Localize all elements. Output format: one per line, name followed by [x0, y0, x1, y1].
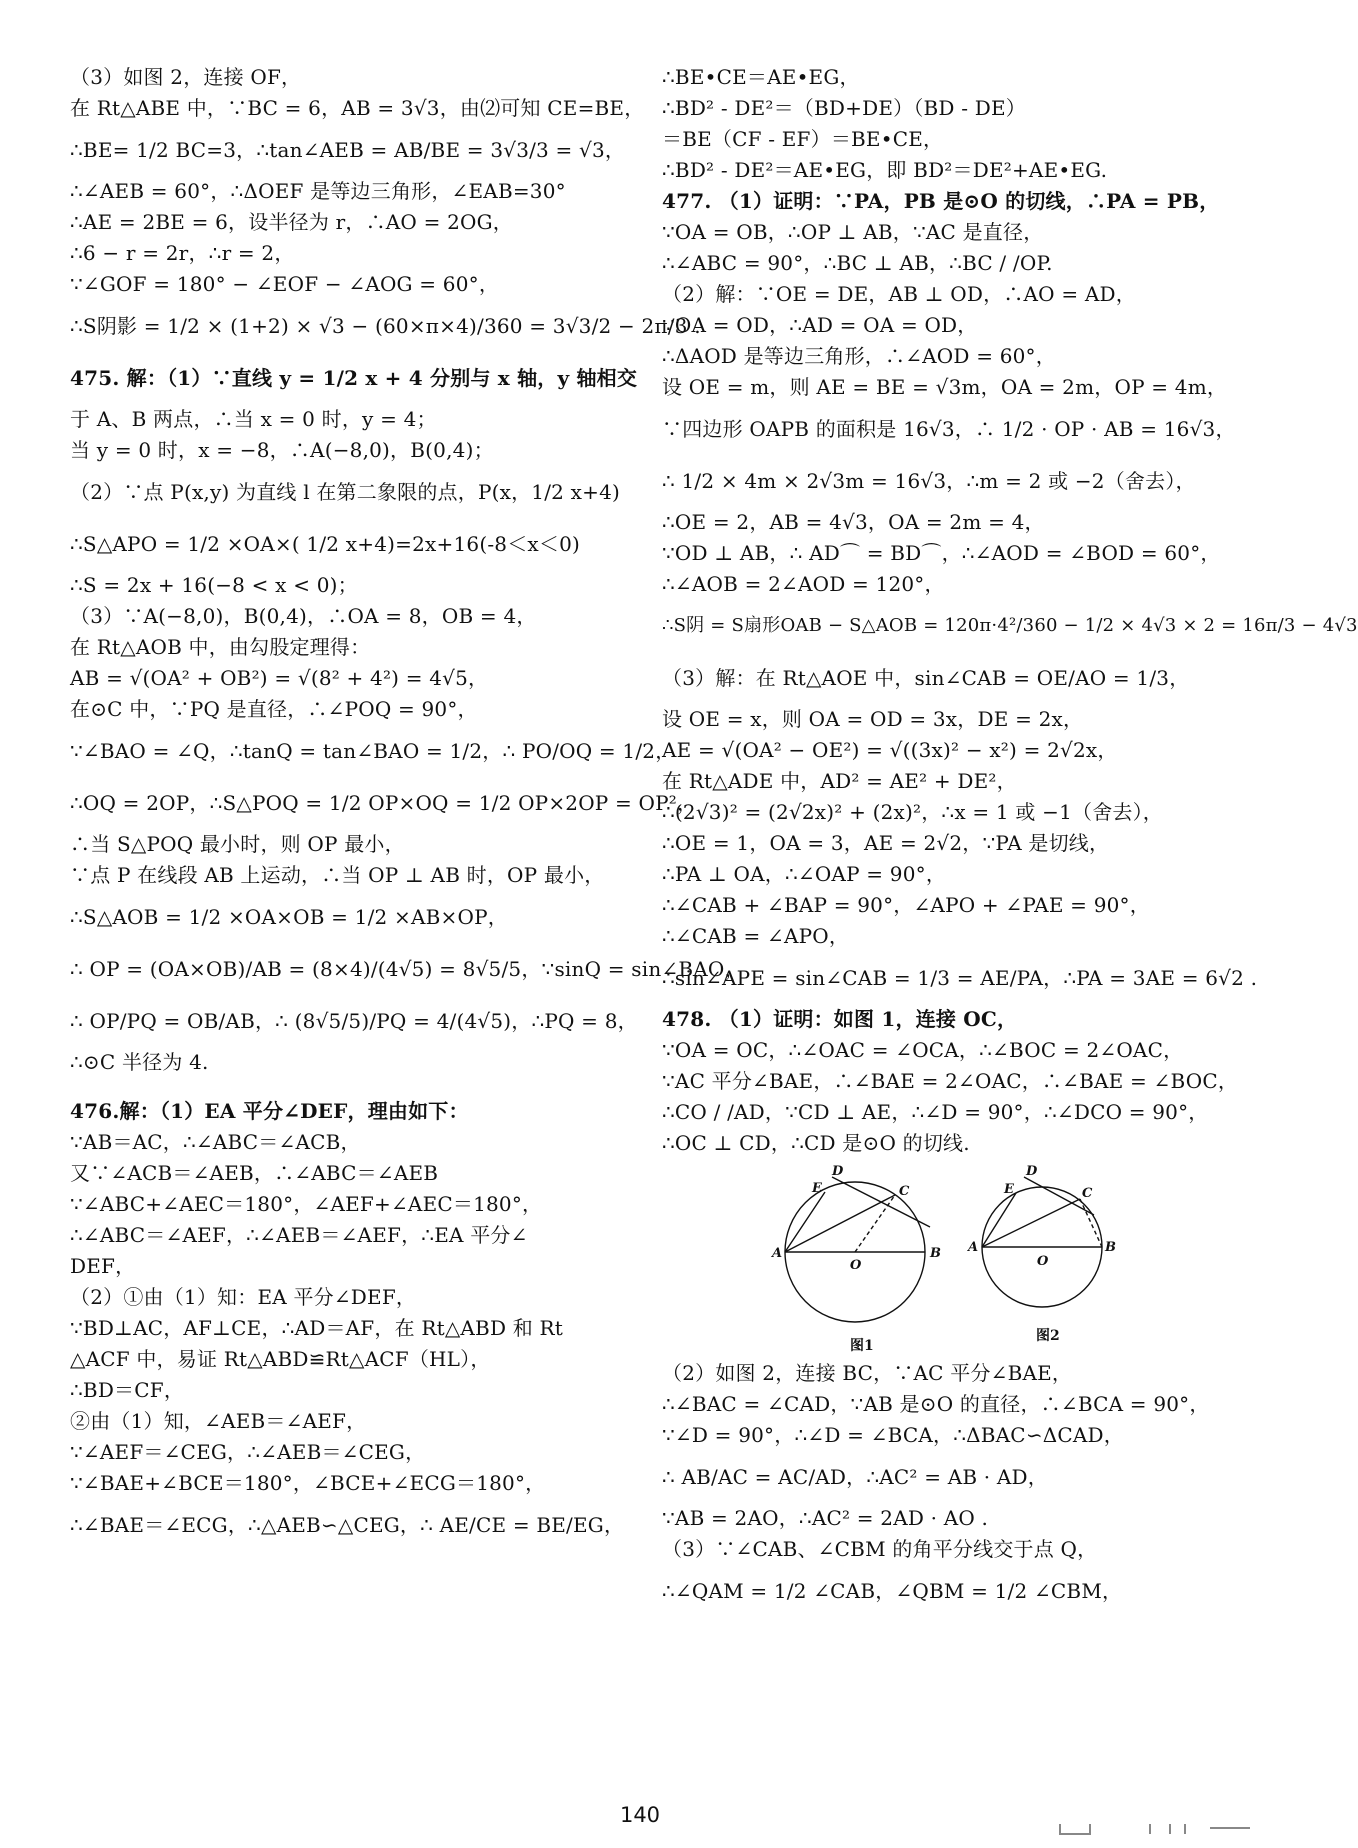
point-label-e: E — [1004, 1182, 1014, 1197]
text-line: 在⊙C 中，∵PQ 是直径，∴∠POQ = 90°， — [70, 697, 478, 721]
segment-ac — [785, 1195, 895, 1252]
text-line: ∴∠QAM = 1/2 ∠CAB，∠QBM = 1/2 ∠CBM， — [662, 1579, 1123, 1603]
text-line: ∴∠BAE＝∠ECG，∴△AEB∽△CEG，∴ AE/CE = BE/EG， — [70, 1513, 625, 1537]
text-line: ∴ OP/PQ = OB/AB，∴ (8√5/5)/PQ = 4/(4√5)，∴PQ = 8， — [70, 1009, 638, 1033]
figure-1-caption: 图1 — [850, 1338, 874, 1354]
question-heading: 476.解：（1）EA 平分∠DEF，理由如下： — [70, 1099, 469, 1123]
point-label-d: D — [1026, 1164, 1038, 1179]
text-line: ∴S阴影 = 1/2 × (1+2) × √3 − (60×π×4)/360 = 3√3/2 − 2π/3 . — [70, 314, 701, 338]
text-line: ∴S阴 = S扇形OAB − S△AOB = 120π·4²/360 − 1/2 × 4√3 × 2 = 16π/3 − 4√3 — [662, 615, 1358, 636]
text-line: ∴∠AEB = 60°，∴ΔOEF 是等边三角形，∠EAB=30° — [70, 179, 566, 203]
text-line: （2）解：∵OE = DE，AB ⊥ OD，∴AO = AD， — [662, 282, 1136, 306]
text-line: ∴⊙C 半径为 4. — [70, 1050, 209, 1074]
text-line: ＝BE（CF - EF）＝BE•CE， — [662, 127, 944, 151]
segment-oc-dashed — [855, 1195, 895, 1252]
text-line: ∵OA = OC，∴∠OAC = ∠OCA，∴∠BOC = 2∠OAC， — [662, 1038, 1184, 1062]
text-line: （2）∵点 P(x,y) 为直线 l 在第二象限的点，P(x，1/2 x+4) — [70, 480, 620, 504]
page-number: 140 — [619, 1803, 661, 1827]
point-label-o: O — [1037, 1254, 1049, 1269]
text-line: ∵∠GOF = 180° − ∠EOF − ∠AOG = 60°， — [70, 272, 500, 296]
text-line: 当 y = 0 时，x = −8，∴A(−8,0)，B(0,4)； — [70, 438, 494, 462]
text-line: ∴∠ABC＝∠AEF，∴∠AEB＝∠AEF，∴EA 平分∠ — [70, 1223, 528, 1247]
text-line: ∵BD⊥AC，AF⊥CE，∴AD＝AF，在 Rt△ABD 和 Rt — [70, 1316, 563, 1340]
segment-bc-dashed — [1080, 1199, 1102, 1247]
text-line: 在 Rt△AOB 中，由勾股定理得： — [70, 635, 371, 659]
text-line: 又∵∠ACB＝∠AEB，∴∠ABC＝∠AEB — [70, 1161, 439, 1185]
text-line: ∴S = 2x + 16(−8 < x < 0)； — [70, 573, 358, 597]
figure-2-caption: 图2 — [1036, 1328, 1060, 1344]
text-line: ∵OA = OB，∴OP ⊥ AB，∵AC 是直径， — [662, 220, 1044, 244]
text-line: ∴BD² - DE²＝（BD+DE）（BD - DE） — [662, 96, 1026, 120]
text-line: ∴6 − r = 2r，∴r = 2， — [70, 241, 295, 265]
text-line: （2）如图 2，连接 BC，∵AC 平分∠BAE， — [662, 1361, 1073, 1385]
text-line: ∴OC ⊥ CD，∴CD 是⊙O 的切线. — [662, 1131, 970, 1155]
question-heading: 478. （1）证明：如图 1，连接 OC， — [662, 1007, 1018, 1031]
scan-artifact-marks — [1050, 1822, 1260, 1836]
point-label-c: C — [899, 1184, 910, 1199]
point-label-b: B — [1105, 1240, 1116, 1255]
text-line: ②由（1）知，∠AEB＝∠AEF， — [70, 1409, 367, 1433]
text-line: ∵∠BAO = ∠Q，∴tanQ = tan∠BAO = 1/2，∴ PO/OQ = 1/2， — [70, 739, 676, 763]
text-line: ∴BE= 1/2 BC=3，∴tan∠AEB = AB/BE = 3√3/3 = √3， — [70, 138, 626, 162]
text-line: ∴当 S△POQ 最小时，则 OP 最小， — [70, 832, 405, 856]
point-label-b: B — [930, 1246, 941, 1261]
text-line: △ACF 中，易证 Rt△ABD≌Rt△ACF（HL）， — [70, 1347, 491, 1371]
point-label-c: C — [1082, 1186, 1093, 1201]
text-line: ∵OA = OD，∴AD = OA = OD， — [662, 313, 978, 337]
text-line: ∵点 P 在线段 AB 上运动，∴当 OP ⊥ AB 时，OP 最小， — [70, 863, 605, 887]
point-label-d: D — [832, 1164, 844, 1179]
text-line: ∴∠CAB = ∠APO， — [662, 924, 850, 948]
point-label-e: E — [812, 1181, 822, 1196]
figure-2-diagram — [954, 1165, 1124, 1325]
text-line: ∴sin∠APE = sin∠CAB = 1/3 = AE/PA，∴PA = 3AE = 6√2 . — [662, 966, 1258, 990]
geometry-figures — [662, 1164, 1252, 1354]
text-line: ∴ OP = (OA×OB)/AB = (8×4)/(4√5) = 8√5/5，∵sinQ = sin∠BAO， — [70, 957, 745, 981]
text-line: （2）①由（1）知：EA 平分∠DEF， — [70, 1285, 417, 1309]
text-line: （3）∵A(−8,0)，B(0,4)，∴OA = 8，OB = 4， — [70, 604, 537, 628]
text-line: 设 OE = x，则 OA = OD = 3x，DE = 2x， — [662, 707, 1084, 731]
text-line: （3）∵∠CAB、∠CBM 的角平分线交于点 Q， — [662, 1537, 1098, 1561]
text-line: 于 A、B 两点，∴当 x = 0 时，y = 4； — [70, 407, 437, 431]
text-line: ∵AB＝AC，∴∠ABC＝∠ACB， — [70, 1130, 361, 1154]
text-line: 设 OE = m，则 AE = BE = √3m，OA = 2m，OP = 4m， — [662, 375, 1228, 399]
text-line: ∴S△APO = 1/2 ×OA×( 1/2 x+4)=2x+16(-8＜x＜0) — [70, 532, 581, 556]
text-line: （3）解：在 Rt△AOE 中，sin∠CAB = OE/AO = 1/3， — [662, 666, 1190, 690]
text-line: ∴∠BAC = ∠CAD，∵AB 是⊙O 的直径，∴∠BCA = 90°， — [662, 1392, 1210, 1416]
text-line: ∴ΔAOD 是等边三角形，∴∠AOD = 60°， — [662, 344, 1056, 368]
text-line: ∵四边形 OAPB 的面积是 16√3，∴ 1/2 · OP · AB = 16√3， — [662, 417, 1236, 441]
question-heading: 475. 解：（1）∵直线 y = 1/2 x + 4 分别与 x 轴，y 轴相交 — [70, 366, 638, 390]
text-line: ∵OD ⊥ AB，∴ AD⌒ = BD⌒，∴∠AOD = ∠BOD = 60°， — [662, 541, 1221, 565]
text-line: ∴OE = 2，AB = 4√3，OA = 2m = 4， — [662, 510, 1045, 534]
text-line: ∴ AB/AC = AC/AD，∴AC² = AB · AD， — [662, 1465, 1048, 1489]
text-line: ∴CO / /AD，∵CD ⊥ AE，∴∠D = 90°，∴∠DCO = 90°， — [662, 1100, 1209, 1124]
text-line: ∵∠BAE+∠BCE＝180°，∠BCE+∠ECG＝180°， — [70, 1471, 546, 1495]
text-line: ∴PA ⊥ OA，∴∠OAP = 90°， — [662, 862, 947, 886]
text-line: AE = √(OA² − OE²) = √((3x)² − x²) = 2√2x， — [662, 738, 1118, 762]
left-column — [70, 62, 745, 1551]
text-line: ∴S△AOB = 1/2 ×OA×OB = 1/2 ×AB×OP， — [70, 905, 508, 929]
text-line: ∴OE = 1，OA = 3，AE = 2√2，∵PA 是切线， — [662, 831, 1110, 855]
text-line: ∴BD＝CF， — [70, 1378, 185, 1402]
text-line: ∴∠ABC = 90°，∴BC ⊥ AB，∴BC / /OP. — [662, 251, 1053, 275]
text-line: ∴∠AOB = 2∠AOD = 120°， — [662, 572, 945, 596]
question-heading: 477. （1）证明：∵PA，PB 是⊙O 的切线，∴PA = PB， — [662, 189, 1220, 213]
figure-1-diagram — [770, 1165, 960, 1330]
point-label-o: O — [850, 1258, 862, 1273]
text-line: ∴OQ = 2OP，∴S△POQ = 1/2 OP×OQ = 1/2 OP×2OP = OP²， — [70, 791, 698, 815]
point-label-a: A — [968, 1240, 979, 1255]
text-line: 在 Rt△ADE 中，AD² = AE² + DE²， — [662, 769, 1017, 793]
text-line: ∵∠AEF＝∠CEG，∴∠AEB＝∠CEG， — [70, 1440, 426, 1464]
text-line: DEF， — [70, 1254, 136, 1278]
text-line: ∵AC 平分∠BAE，∴∠BAE = 2∠OAC，∴∠BAE = ∠BOC， — [662, 1069, 1239, 1093]
text-line: ∵∠D = 90°，∴∠D = ∠BCA，∴ΔBAC∽ΔCAD， — [662, 1423, 1124, 1447]
text-line: ∴AE = 2BE = 6，设半径为 r，∴AO = 2OG， — [70, 210, 513, 234]
text-line: ∵∠ABC+∠AEC＝180°，∠AEF+∠AEC＝180°， — [70, 1192, 543, 1216]
right-column — [662, 62, 1358, 1617]
text-line: ∴(2√3)² = (2√2x)² + (2x)²，∴x = 1 或 −1（舍去）， — [662, 800, 1164, 824]
text-line: ∴∠CAB + ∠BAP = 90°，∠APO + ∠PAE = 90°， — [662, 893, 1150, 917]
point-label-a: A — [772, 1246, 783, 1261]
text-line: ∴BE•CE＝AE•EG， — [662, 65, 860, 89]
text-line: AB = √(OA² + OB²) = √(8² + 4²) = 4√5， — [70, 666, 489, 690]
text-line: ∵AB = 2AO，∴AC² = 2AD · AO . — [662, 1506, 989, 1530]
text-line: ∴ 1/2 × 4m × 2√3m = 16√3，∴m = 2 或 −2（舍去）， — [662, 469, 1196, 493]
text-line: （3）如图 2，连接 OF， — [70, 65, 302, 89]
text-line: ∴BD² - DE²＝AE•EG，即 BD²＝DE²+AE•EG. — [662, 158, 1108, 182]
text-line: 在 Rt△ABE 中，∵BC = 6，AB = 3√3，由⑵可知 CE=BE， — [70, 96, 645, 120]
